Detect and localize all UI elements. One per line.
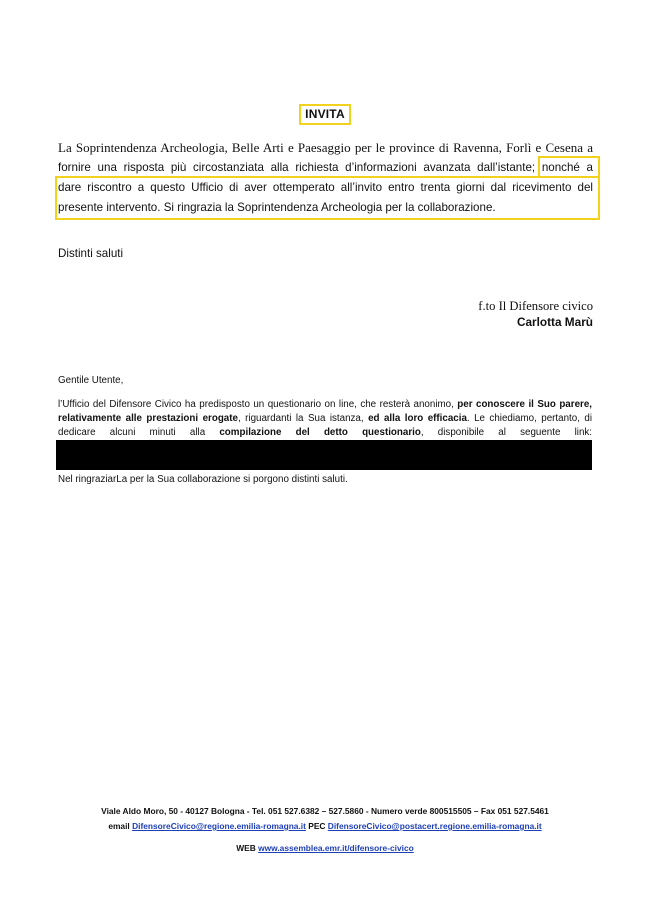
survey-line-1b: per conoscere il Suo parere, (457, 399, 593, 410)
survey-body (58, 398, 592, 440)
signature-title: f.to Il Difensore civico (478, 299, 593, 313)
survey-line-3a: dedicare alcuni minuti alla (58, 427, 220, 438)
footer-address: Viale Aldo Moro, 50 - 40127 Bologna - Tel. 051 527.6382 – 527.5860 - Numero verde 800515505 – Fax 051 527.5461 (101, 806, 549, 816)
footer-pec-label: PEC (305, 821, 328, 831)
closing-text: Distinti saluti (58, 247, 124, 260)
survey-line-2 (58, 412, 592, 426)
survey-thanks: Nel ringraziarLa per la Sua collaborazione si porgono distinti saluti. (58, 474, 348, 485)
survey-line-1a: l’Ufficio del Difensore Civico ha predisposto un questionario on line, che resterà anonimo, (58, 399, 458, 410)
survey-line-1 (58, 398, 592, 412)
main-line-3: dare riscontro a questo Ufficio di aver ottemperato all’invito entro trenta giorni dal ricevimento del (58, 181, 593, 194)
signature-block (478, 298, 593, 330)
main-line-4: presente intervento. Si ringrazia la Soprintendenza Archeologia per la collaborazione. (58, 201, 496, 214)
main-paragraph (58, 138, 593, 218)
invita-heading-wrap (0, 104, 650, 125)
footer-web-link[interactable]: www.assemblea.emr.it/difensore-civico (258, 843, 414, 853)
signature-name: Carlotta Marù (516, 315, 593, 329)
main-line-1: La Soprintendenza Archeologia, Belle Arti e Paesaggio per le province di Ravenna, Forlì e Cesena a (58, 140, 593, 155)
redacted-link-block (56, 440, 592, 470)
main-line-2b: nonché a (541, 161, 593, 174)
footer-pec-link[interactable]: DifensoreCivico@postacert.regione.emilia-romagna.it (327, 821, 542, 831)
survey-line-2a: relativamente alle prestazioni erogate (58, 413, 238, 424)
survey-line-3b: compilazione del detto questionario (219, 427, 421, 438)
footer-contacts (0, 821, 650, 831)
footer-web-label: WEB (236, 843, 259, 853)
main-line-2a: fornire una risposta più circostanziata alla richiesta d’informazioni avanzata dall’istante; (58, 161, 542, 174)
survey-line-2c: ed alla loro efficacia (368, 413, 467, 424)
footer-email-label: email (108, 821, 133, 831)
invita-heading: INVITA (299, 104, 351, 125)
main-line-2 (58, 158, 593, 178)
survey-greeting: Gentile Utente, (58, 375, 124, 386)
footer-web (0, 843, 650, 853)
survey-line-3 (58, 426, 592, 440)
survey-line-2b: , riguardanti la Sua istanza, (237, 413, 369, 424)
survey-line-2d: . Le chiediamo, pertanto, di (466, 413, 592, 424)
survey-line-3c: , disponibile al seguente link: (420, 427, 593, 438)
footer-email-link[interactable]: DifensoreCivico@regione.emilia-romagna.it (132, 821, 306, 831)
